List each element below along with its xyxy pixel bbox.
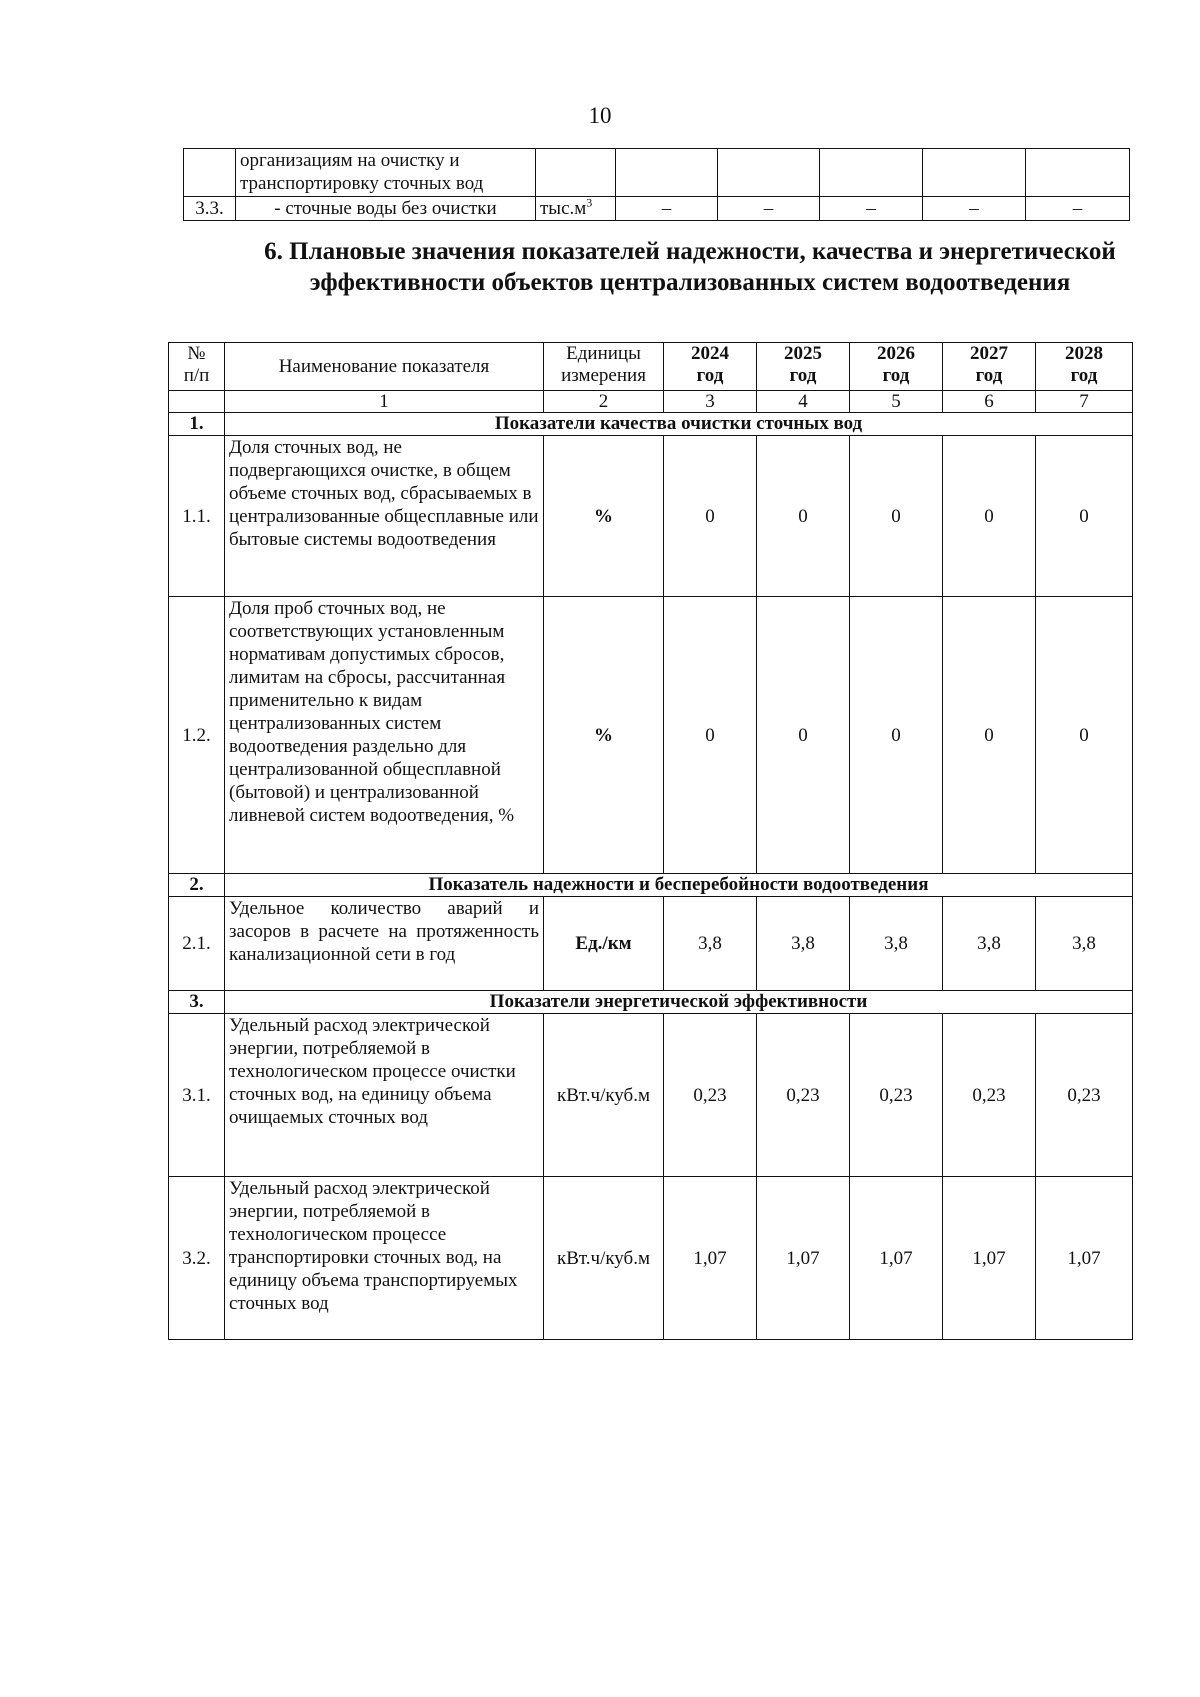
section-title: Показатель надежности и бесперебойности водоотведения <box>225 874 1133 897</box>
table-row <box>169 1177 1133 1340</box>
column-number: 7 <box>1036 391 1133 413</box>
header-year <box>850 343 943 391</box>
row-value: 3,8 <box>943 897 1036 991</box>
header-year-suffix: год <box>1070 365 1098 386</box>
row-value: 1,07 <box>1036 1177 1133 1340</box>
row-name: Удельный расход электрической энергии, потребляемой в технологическом процессе транспортировки сточных вод, на единицу объема транспортируемых сточных вод <box>225 1177 544 1340</box>
header-year-suffix: год <box>975 365 1003 386</box>
indicators-table <box>168 342 1133 1340</box>
row-name: организациям на очистку и транспортировку сточных вод <box>236 149 536 197</box>
row-value: 3,8 <box>757 897 850 991</box>
header-number-line1: № <box>187 343 206 364</box>
row-unit <box>536 149 616 197</box>
row-value: – <box>820 197 923 221</box>
column-number: 6 <box>943 391 1036 413</box>
row-value <box>1026 149 1130 197</box>
row-value: 0 <box>664 436 757 597</box>
row-value <box>820 149 923 197</box>
header-unit <box>544 343 664 391</box>
table-row <box>184 149 1130 197</box>
row-value: 0 <box>850 597 943 874</box>
row-value: 0 <box>757 597 850 874</box>
header-unit-line2: измерения <box>561 365 646 386</box>
table-row <box>169 597 1133 874</box>
row-unit: кВт.ч/куб.м <box>544 1014 664 1177</box>
section-title: Показатели энергетической эффективности <box>225 991 1133 1014</box>
header-year <box>1036 343 1133 391</box>
row-unit: кВт.ч/куб.м <box>544 1177 664 1340</box>
unit-superscript: 3 <box>586 195 593 210</box>
row-value: 0 <box>943 436 1036 597</box>
row-number: 3.1. <box>169 1014 225 1177</box>
row-value <box>616 149 718 197</box>
row-number: 1.1. <box>169 436 225 597</box>
column-number: 3 <box>664 391 757 413</box>
row-number: 3.2. <box>169 1177 225 1340</box>
header-unit-line1: Единицы <box>566 343 641 364</box>
row-name: - сточные воды без очистки <box>236 197 536 221</box>
section-title: Показатели качества очистки сточных вод <box>225 413 1133 436</box>
row-value: 3,8 <box>1036 897 1133 991</box>
section-row <box>169 991 1133 1014</box>
table-row <box>184 197 1130 221</box>
previous-table-fragment <box>183 148 1130 221</box>
row-unit <box>536 197 616 221</box>
row-value: 0 <box>943 597 1036 874</box>
header-year-suffix: год <box>696 365 724 386</box>
row-value: 3,8 <box>664 897 757 991</box>
row-value: 0 <box>757 436 850 597</box>
column-number <box>169 391 225 413</box>
row-value: 3,8 <box>850 897 943 991</box>
row-value <box>923 149 1026 197</box>
header-year <box>943 343 1036 391</box>
header-number-line2: п/п <box>183 365 210 386</box>
row-name: Доля сточных вод, не подвергающихся очистке, в общем объеме сточных вод, сбрасываемых в централизованные общесплавные или бытовые системы водоотведения <box>225 436 544 597</box>
row-value: 0 <box>850 436 943 597</box>
unit-text: тыс.м <box>540 198 587 219</box>
row-unit: % <box>544 436 664 597</box>
row-unit: Ед./км <box>544 897 664 991</box>
row-value: 0 <box>1036 436 1133 597</box>
row-value: 0,23 <box>850 1014 943 1177</box>
header-year-value: 2025 <box>784 343 822 364</box>
row-value: – <box>1026 197 1130 221</box>
row-value: – <box>616 197 718 221</box>
column-number: 2 <box>544 391 664 413</box>
row-value: 1,07 <box>664 1177 757 1340</box>
page-number: 10 <box>588 103 612 128</box>
row-value: 0,23 <box>757 1014 850 1177</box>
section-number: 2. <box>169 874 225 897</box>
row-number <box>184 149 236 197</box>
column-number: 1 <box>225 391 544 413</box>
row-number: 3.3. <box>184 197 236 221</box>
header-year-value: 2027 <box>970 343 1008 364</box>
column-number: 5 <box>850 391 943 413</box>
row-value: 0,23 <box>943 1014 1036 1177</box>
row-unit: % <box>544 597 664 874</box>
row-name: Доля проб сточных вод, не соответствующих установленным нормативам допустимых сбросов, лимитам на сбросы, рассчитанная применительно к видам централизованных систем водоотведения раздельно для централизованной общесплавной (бытовой) и централизованной ливневой систем водоотведения, % <box>225 597 544 874</box>
row-value: 0 <box>664 597 757 874</box>
table-header-row <box>169 343 1133 391</box>
section-row <box>169 874 1133 897</box>
row-number: 2.1. <box>169 897 225 991</box>
row-value: 0,23 <box>1036 1014 1133 1177</box>
header-year <box>757 343 850 391</box>
row-value: 0 <box>1036 597 1133 874</box>
row-value: 1,07 <box>943 1177 1036 1340</box>
section-number: 1. <box>169 413 225 436</box>
row-value: – <box>923 197 1026 221</box>
row-value: 1,07 <box>757 1177 850 1340</box>
column-number-row <box>169 391 1133 413</box>
header-name: Наименование показателя <box>225 343 544 391</box>
row-name: Удельный расход электрической энергии, потребляемой в технологическом процессе очистки сточных вод, на единицу объема очищаемых сточных вод <box>225 1014 544 1177</box>
section-heading: 6. Плановые значения показателей надежности, качества и энергетической эффективности объектов централизованных систем водоотведения <box>264 238 1116 296</box>
section-row <box>169 413 1133 436</box>
row-value: – <box>718 197 820 221</box>
header-year-suffix: год <box>882 365 910 386</box>
header-year-value: 2024 <box>691 343 729 364</box>
row-number: 1.2. <box>169 597 225 874</box>
table-row <box>169 897 1133 991</box>
header-year-suffix: год <box>789 365 817 386</box>
header-year-value: 2026 <box>877 343 915 364</box>
header-year-value: 2028 <box>1065 343 1103 364</box>
row-value: 1,07 <box>850 1177 943 1340</box>
section-number: 3. <box>169 991 225 1014</box>
row-name: Удельное количество аварий и засоров в расчете на протяженность канализационной сети в год <box>225 897 544 991</box>
header-year <box>664 343 757 391</box>
row-value <box>718 149 820 197</box>
header-number <box>169 343 225 391</box>
column-number: 4 <box>757 391 850 413</box>
table-row <box>169 1014 1133 1177</box>
table-row <box>169 436 1133 597</box>
row-value: 0,23 <box>664 1014 757 1177</box>
